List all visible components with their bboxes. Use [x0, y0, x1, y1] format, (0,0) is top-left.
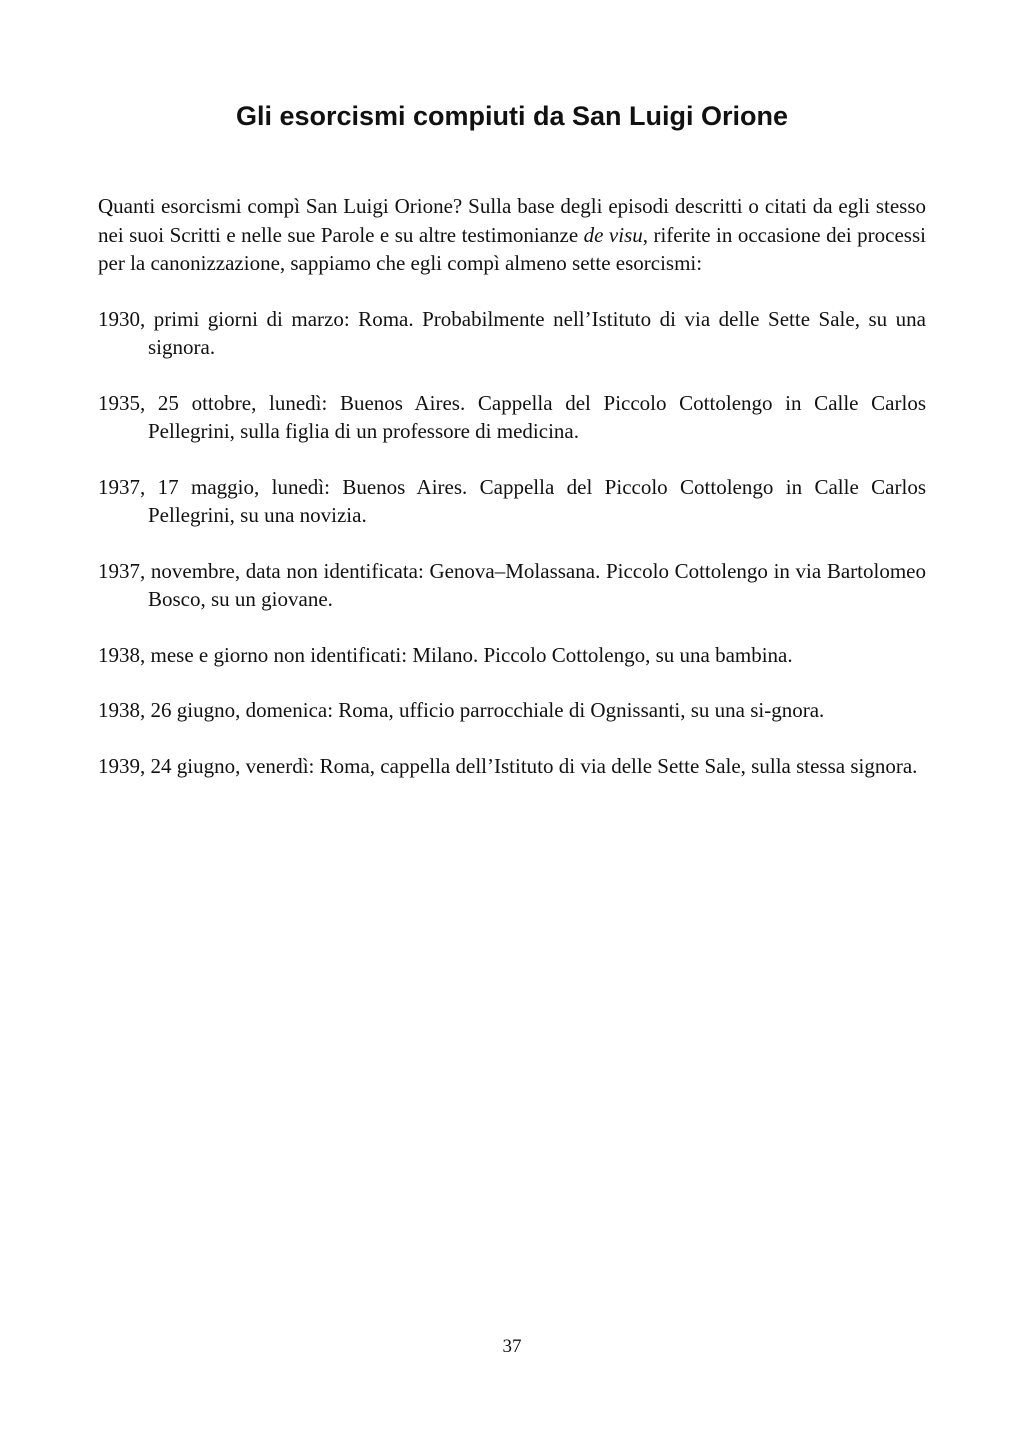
intro-italic-phrase: de visu	[583, 222, 643, 247]
intro-paragraph	[98, 192, 926, 278]
exorcism-entry: 1938, 26 giugno, domenica: Roma, ufficio parrocchiale di Ognissanti, su una si-gnora.	[98, 698, 825, 722]
exorcism-entry: 1930, primi giorni di marzo: Roma. Probabilmente nell’Istituto di via delle Sette Sale, su una signora.	[98, 306, 926, 359]
page-number: 37	[502, 1336, 522, 1357]
exorcism-entry: 1937, novembre, data non identificata: Genova–Molassana. Piccolo Cottolengo in via Bartolomeo Bosco, su un giovane.	[98, 558, 926, 611]
exorcism-entry: 1935, 25 ottobre, lunedì: Buenos Aires. Cappella del Piccolo Cottolengo in Calle Carlos Pellegrini, sulla figlia di un professore di medicina.	[98, 390, 926, 443]
page-title: Gli esorcismi compiuti da San Luigi Orione	[235, 101, 789, 131]
exorcism-entry: 1939, 24 giugno, venerdì: Roma, cappella dell’Istituto di via delle Sette Sale, sulla stessa signora.	[98, 753, 918, 778]
intro-text-start: Quanti esorcismi compì San Luigi Orione? Sulla base degli episodi descritti o citati da egli stesso nei suoi Scritti e nelle sue Parole e su altre testimonianze	[98, 194, 926, 247]
exorcism-entry: 1937, 17 maggio, lunedì: Buenos Aires. Cappella del Piccolo Cottolengo in Calle Carlos Pellegrini, su una novizia.	[98, 474, 926, 527]
exorcism-entry: 1938, mese e giorno non identificati: Milano. Piccolo Cottolengo, su una bambina.	[98, 642, 793, 667]
document-body	[98, 192, 926, 807]
intro-text-end: , riferite in occasione dei processi per la canonizzazione, sappiamo che egli compì almeno sette esorcismi:	[98, 222, 926, 275]
